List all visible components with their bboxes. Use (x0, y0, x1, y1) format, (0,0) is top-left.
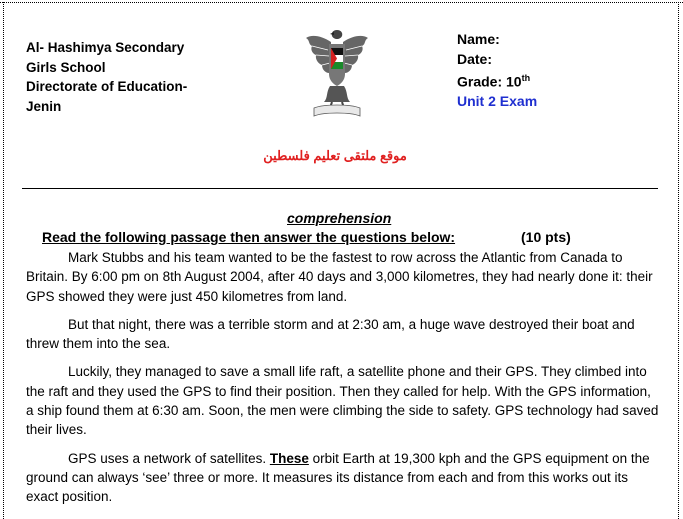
name-label: Name: (457, 31, 500, 47)
header-divider (22, 188, 658, 189)
p4-emphasis: These (269, 450, 309, 466)
school-line-1: Al- Hashimya Secondary (26, 40, 185, 55)
passage-paragraph-2: But that night, there was a terrible storm and at 2:30 am, a huge wave destroyed their boat and threw them into the sea. (26, 316, 635, 352)
passage-paragraph-3: Luckily, they managed to save a small life raft, a satellite phone and their GPS. They climbed into the raft and they used the GPS to find their position. Then they called for help. With the GPS information, a ship found them at 6:30 am. Soon, the men were climbing the side to safety. GPS technology had saved their lives. (26, 364, 659, 438)
palestine-eagle-emblem-icon (304, 26, 370, 120)
p4-start: GPS uses a network of satellites. (68, 450, 270, 466)
arabic-site-name: موقع ملتقى تعليم فلسطين (263, 148, 407, 163)
student-info (457, 30, 537, 112)
page-border-right (678, 2, 679, 519)
grade-label (457, 69, 537, 92)
grade-text: Grade: 10 (457, 73, 522, 90)
school-info (26, 38, 187, 116)
reading-passage (26, 248, 662, 516)
section-title: comprehension (287, 210, 392, 226)
school-line-3: Directorate of Education- (26, 79, 188, 94)
points-label: (10 pts) (521, 229, 571, 245)
school-line-4: Jenin (26, 98, 62, 114)
school-line-2: Girls School (26, 59, 106, 75)
instruction-label: Read the following passage then answer the questions below: (42, 229, 456, 245)
p4-end: orbit Earth at 19,300 kph and the GPS equipment on the ground can always ‘see’ three or more. It measures its distance from each and from this works out its exact position. (26, 450, 650, 505)
page-border-left (3, 2, 4, 519)
passage-paragraph-4 (26, 449, 662, 507)
grade-suffix: th (521, 73, 531, 83)
unit-exam-label: Unit 2 Exam (457, 93, 538, 110)
passage-paragraph-1: Mark Stubbs and his team wanted to be the fastest to row across the Atlantic from Canada to Britain. By 6:00 pm on 8th August 2004, after 40 days and 3,000 kilometres, they had nearly done it: their GPS showed they were just 450 kilometres from land. (26, 250, 653, 304)
page-border-top (0, 2, 683, 3)
instruction-text (42, 229, 455, 245)
date-label: Date: (457, 50, 493, 67)
